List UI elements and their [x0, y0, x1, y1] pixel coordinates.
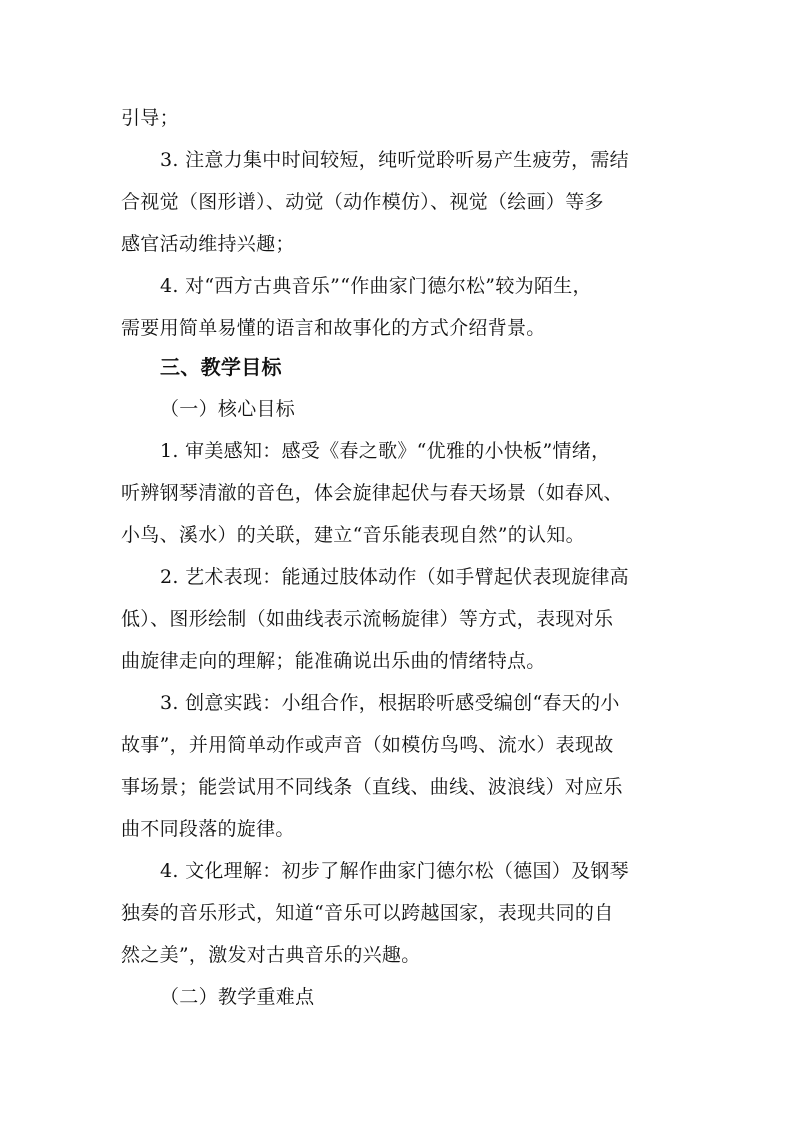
text-line: 低）、图形绘制（如曲线表示流畅旋律）等方式，表现对乐: [121, 608, 614, 630]
text-line: 故事”，并用简单动作或声音（如模仿鸟鸣、流水）表现故: [121, 734, 614, 756]
text-line: 感官活动维持兴趣；: [121, 233, 295, 255]
text-line: 3. 注意力集中时间较短，纯听觉聆听易产生疲劳，需结: [160, 149, 629, 171]
text-line: 曲不同段落的旋律。: [121, 818, 295, 840]
text-line: 独奏的音乐形式，知道“音乐可以跨越国家，表现共同的自: [121, 902, 614, 924]
text-line: 合视觉（图形谱）、动觉（动作模仿）、视觉（绘画）等多: [121, 191, 604, 213]
text-line: 引导；: [121, 107, 179, 129]
subsection-heading: （一）核心目标: [160, 398, 296, 420]
text-line: 曲旋律走向的理解；能准确说出乐曲的情绪特点。: [121, 650, 546, 672]
subsection-heading: （二）教学重难点: [160, 986, 315, 1008]
text-line: 需要用简单易懂的语言和故事化的方式介绍背景。: [121, 317, 546, 339]
text-line: 2. 艺术表现：能通过肢体动作（如手臂起伏表现旋律高: [160, 566, 629, 588]
text-line: 事场景；能尝试用不同线条（直线、曲线、波浪线）对应乐: [121, 776, 623, 798]
text-line: 4. 文化理解：初步了解作曲家门德尔松（德国）及钢琴: [160, 860, 629, 882]
text-line: 听辨钢琴清澈的音色，体会旋律起伏与春天场景（如春风、: [121, 482, 623, 504]
text-line: 小鸟、溪水）的关联，建立“音乐能表现自然”的认知。: [121, 524, 585, 546]
text-line: 4. 对“西方古典音乐”“作曲家门德尔松”较为陌生，: [160, 275, 592, 297]
text-line: 3. 创意实践：小组合作，根据聆听感受编创“春天的小: [160, 692, 620, 714]
text-line: 然之美”，激发对古典音乐的兴趣。: [121, 944, 421, 966]
section-heading: 三、教学目标: [160, 355, 282, 379]
text-line: 1. 审美感知：感受《春之歌》“优雅的小快板”情绪，: [160, 440, 611, 462]
